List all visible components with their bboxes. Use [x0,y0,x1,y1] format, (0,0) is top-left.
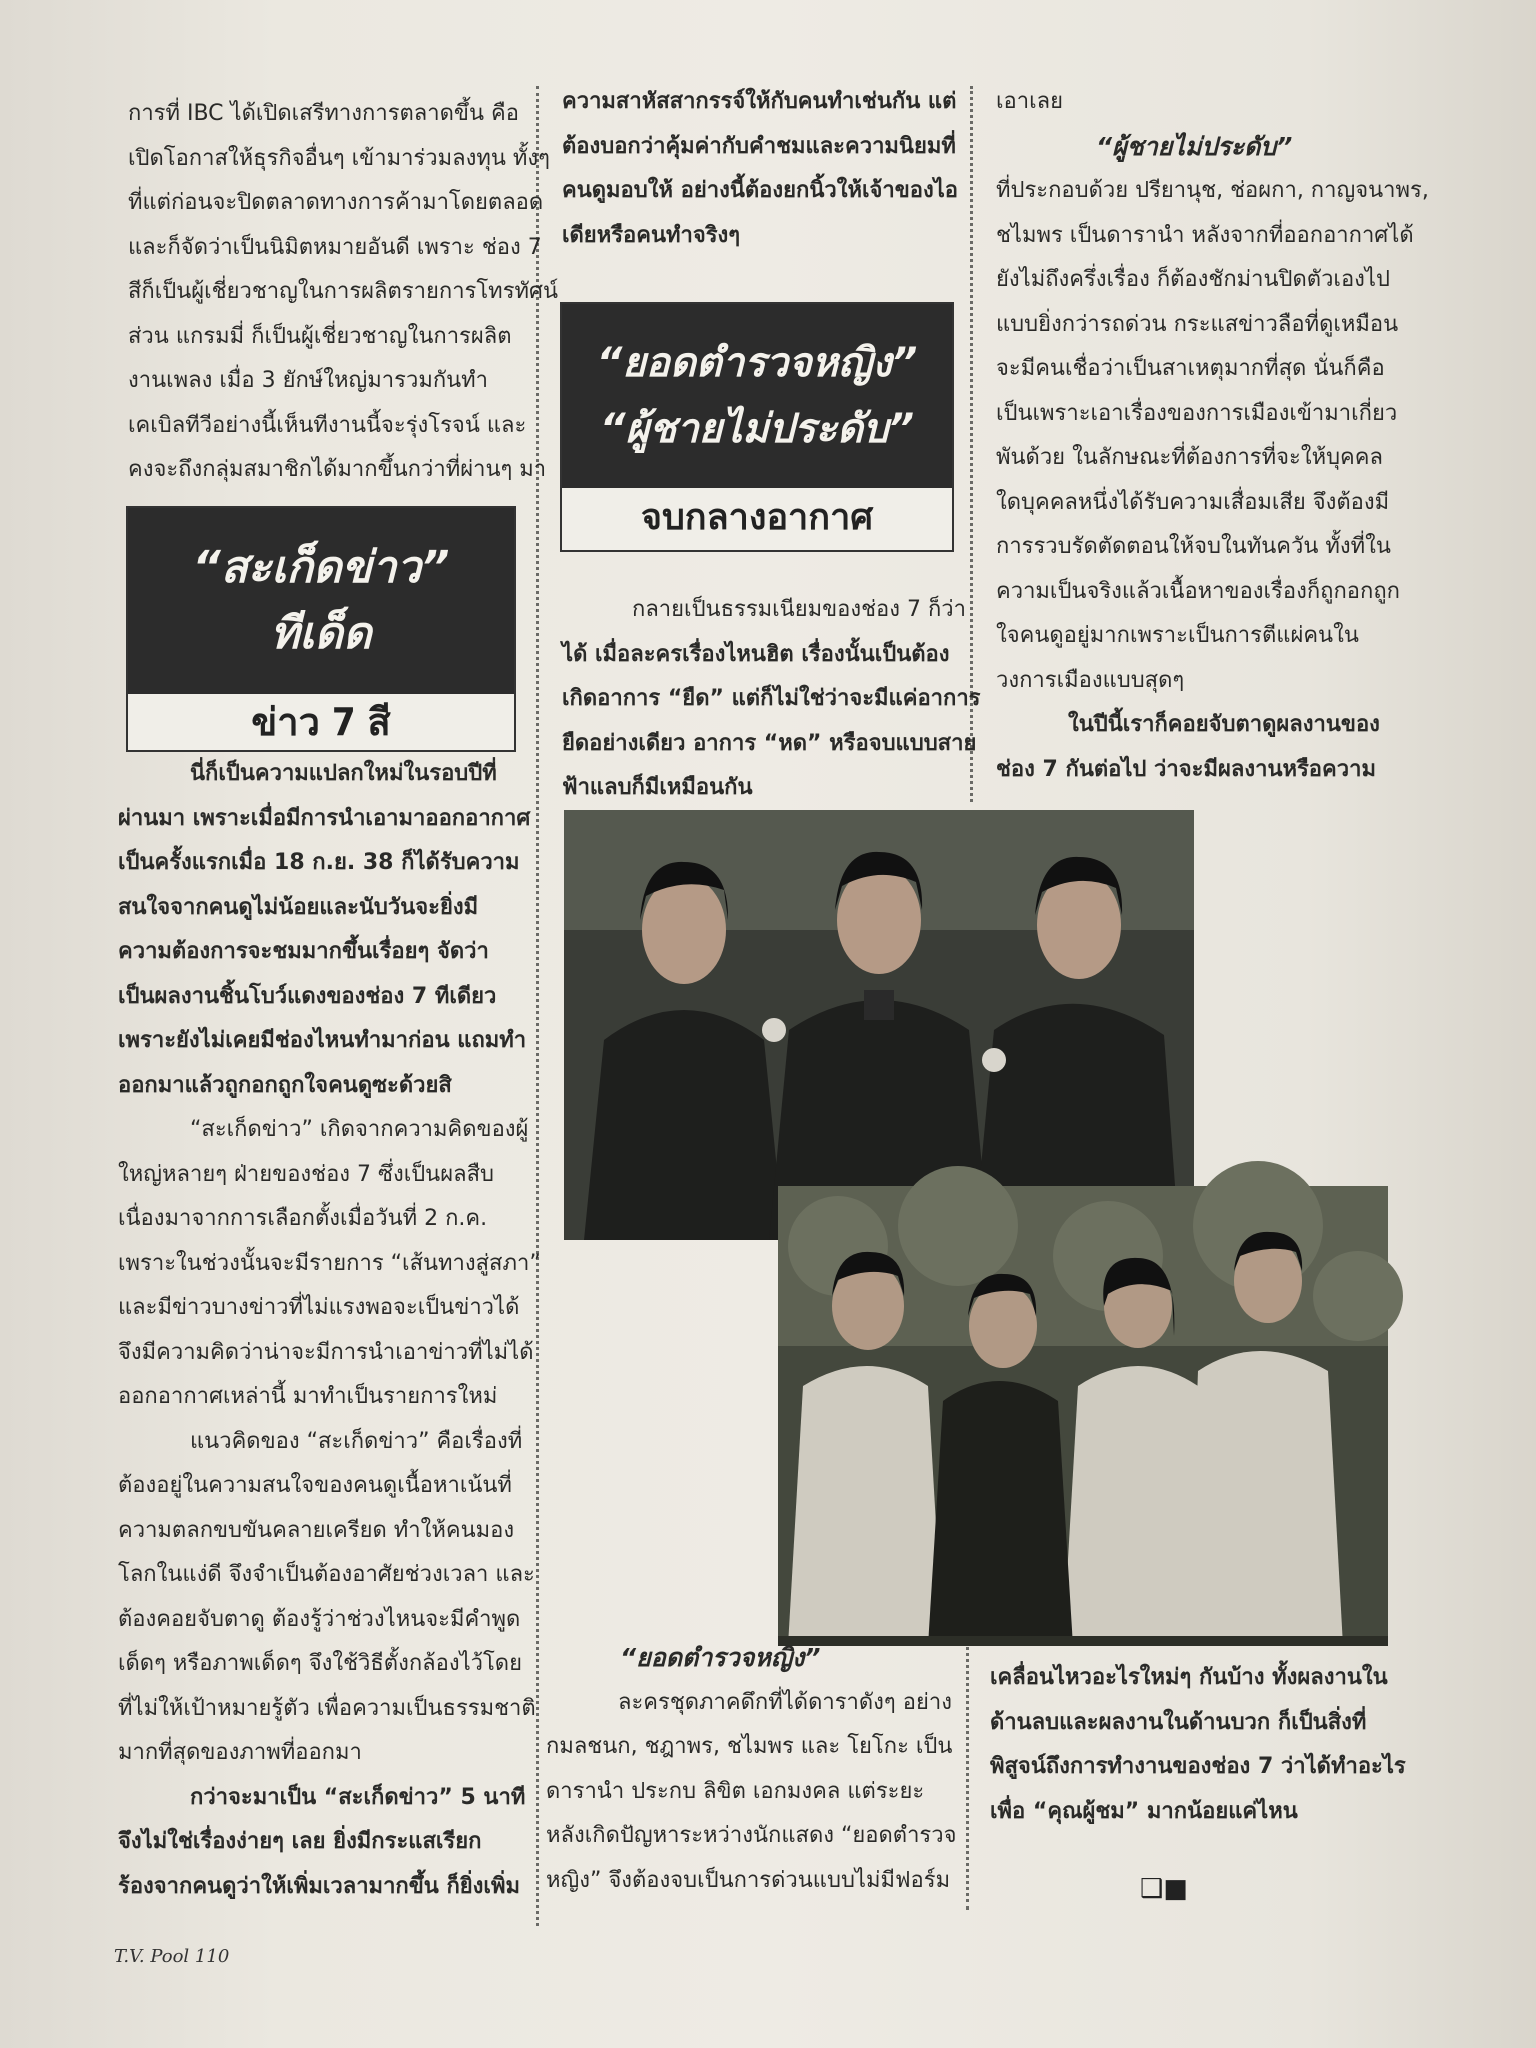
column2-mid-text [562,588,981,811]
column1-bottom-text [118,752,541,1909]
end-of-article-mark: ❑■ [1140,1874,1188,1904]
text-line: คนดูมอบให้ อย่างนี้ต้องยกนิ้วให้เจ้าของไอ [562,178,958,203]
subheading: “ผู้ชายไม่ประดับ” [1096,131,1293,161]
text-line: ชไมพร เป็นดารานำ หลังจากที่ออกอากาศได้ [996,222,1414,248]
text-line: พันด้วย ในลักษณะที่ต้องการที่จะให้บุคคล [996,445,1383,470]
text-line: งานเพลง เมื่อ 3 ยักษ์ใหญ่มารวมกันทำ [128,368,489,393]
text-line: หลังเกิดปัญหาระหว่างนักแสดง “ยอดตำรวจ [546,1823,957,1848]
text-line: เด็ดๆ หรือภาพเด็ดๆ จึงใช้วิธีตั้งกล้องไว้โดย [118,1651,522,1676]
text-line: เพื่อ “คุณผู้ชม” มากน้อยแค่ไหน [990,1798,1298,1824]
text-line: ต้องอยู่ในความสนใจของคนดูเนื้อหาเน้นที่ [118,1473,512,1498]
photo-four-actresses [778,1186,1388,1646]
heading-line: “ยอดตำรวจหญิง” [596,340,918,386]
column3-bottom-text [990,1656,1406,1834]
text-line: พิสูจน์ถึงการทำงานของช่อง 7 ว่าได้ทำอะไร [990,1754,1406,1779]
text-line: เกิดอาการ “ยืด” แต่ก็ไม่ใช่ว่าจะมีแค่อาการ [562,686,981,711]
text-line: ส่วน แกรมมี่ ก็เป็นผู้เชี่ยวชาญในการผลิต [128,323,512,349]
column3-top-text [996,80,1429,792]
paragraph [118,1108,541,1420]
text-line: ยืดอย่างเดียว อาการ “หด” หรือจบแบบสาย [562,730,977,756]
text-line: เป็นผลงานชิ้นโบว์แดงของช่อง 7 ทีเดียว [118,983,497,1009]
heading-line: “ผู้ชายไม่ประดับ” [599,406,915,452]
text-line: ใดบุคคลหนึ่งได้รับความเสื่อมเสีย จึงต้องมี [996,489,1390,515]
text-line: เคลื่อนไหวอะไรใหม่ๆ กันบ้าง ทั้งผลงานใน [990,1665,1388,1690]
text-line: เพราะในช่วงนั้นจะมีรายการ “เส้นทางสู่สภา” [118,1250,541,1276]
photo-policewomen-graphic [564,810,1194,1240]
text-line: ใหญ่หลายๆ ฝ่ายของช่อง 7 ซึ่งเป็นผลสืบ [118,1161,494,1187]
text-line: “สะเก็ดข่าว” เกิดจากความคิดของผู้ [190,1117,529,1142]
text-line: ความสาหัสสากรรจ์ให้กับคนทำเช่นกัน แต่ [562,89,957,114]
text-line: ความเป็นจริงแล้วเนื้อหาของเรื่องก็ถูกอกถูก [996,578,1400,604]
text-line: วงการเมืองแบบสุดๆ [996,667,1185,693]
paragraph [118,797,531,1109]
text-line: จึงมีความคิดว่าน่าจะมีการนำเอาข่าวที่ไม่ได้ [118,1339,534,1365]
heading-line: ทีเด็ด [270,608,372,659]
text-line: ยังไม่ถึงครึ่งเรื่อง ก็ต้องชักม่านปิดตัวเองไป [996,267,1390,292]
text-line: ด้านลบและผลงานในด้านบวก ก็เป็นสิ่งที่ [990,1709,1367,1735]
text-line: นี่ก็เป็นความแปลกใหม่ในรอบปีที่ [190,761,497,786]
column2-top-text [562,80,958,258]
text-line: หญิง” จึงต้องจบเป็นการด่วนแบบไม่มีฟอร์ม [546,1867,951,1893]
photo-policewomen [564,810,1194,1240]
text-line: เคเบิลทีวีอย่างนี้เห็นทีงานนี้จะรุ่งโรจน์ และ [128,412,527,438]
text-line: ความต้องการจะชมมากขึ้นเรื่อยๆ จัดว่า [118,939,489,964]
text-line: คงจะถึงกลุ่มสมาชิกได้มากขึ้นกว่าที่ผ่านๆ มา [128,457,547,482]
text-line: ใจคนดูอยู่มากเพราะเป็นการตีแผ่คนใน [996,623,1359,648]
text-line: ต้องบอกว่าคุ้มค่ากับคำชมและความนิยมที่ [562,133,956,159]
column1-top-text [128,92,559,493]
heading-subtitle: ข่าว 7 สี [251,700,391,744]
heading-dark-band [128,508,514,694]
text-line: ที่ประกอบด้วย ปรียานุช, ช่อผกา, กาญจนาพร, [996,178,1429,203]
text-line: แนวคิดของ “สะเก็ดข่าว” คือเรื่องที่ [190,1428,523,1454]
text-line: เดียหรือคนทำจริงๆ [562,222,741,248]
text-line: เพราะยังไม่เคยมีช่องไหนทำมาก่อน แถมทำ [118,1028,527,1053]
text-line: สนใจจากคนดูไม่น้อยและนับวันจะยิ่งมี [118,894,479,920]
heading-dark-band [562,304,952,488]
paragraph [118,752,518,797]
text-line: ออกมาแล้วถูกอกถูกใจคนดูซะด้วยสิ [118,1072,452,1098]
photo-four-actresses-graphic [778,1186,1388,1646]
text-line: จะมีคนเชื่อว่าเป็นสาเหตุมากที่สุด นั่นก็คือ [996,356,1385,381]
text-line: ในปีนี้เราก็คอยจับตาดูผลงานของ [1068,712,1380,737]
text-line: กมลชนก, ชฎาพร, ชไมพร และ โยโกะ เป็น [546,1734,953,1759]
text-line: และก็จัดว่าเป็นนิมิตหมายอันดี เพราะ ช่อง 7 [128,234,542,260]
text-line: ได้ เมื่อละครเรื่องไหนฮิต เรื่องนั้นเป็นต้อง [562,641,950,667]
text-line: ต้องคอยจับตาดู ต้องรู้ว่าช่วงไหนจะมีคำพูด [118,1606,521,1632]
text-line: เป็นเพราะเอาเรื่องของการเมืองเข้ามาเกี่ยว [996,400,1398,426]
text-line: การรวบรัดตัดตอนให้จบในทันควัน ทั้งที่ใน [996,534,1391,559]
paragraph [118,1776,526,1910]
text-line: กลายเป็นธรรมเนียมของช่อง 7 ก็ว่า [632,597,966,622]
text-line: ที่แต่ก่อนจะปิดตลาดทางการค้ามาโดยตลอด [128,190,544,215]
text-line: เอาเลย [996,89,1063,114]
column2-bottom-text [546,1636,957,1903]
text-line: เปิดโอกาสให้ธุรกิจอื่นๆ เข้ามาร่วมลงทุน ทั้งๆ [128,145,550,171]
text-line: โลกในแง่ดี จึงจำเป็นต้องอาศัยช่วงเวลา และ [118,1562,535,1587]
text-line: เป็นครั้งแรกเมื่อ 18 ก.ย. 38 ก็ได้รับความ [118,850,520,875]
text-line: ดารานำ ประกบ ลิขิต เอกมงคล แต่ระยะ [546,1778,925,1804]
text-line: สีก็เป็นผู้เชี่ยวชาญในการผลิตรายการโทรทัศน์ [128,279,559,304]
text-line: จึงไม่ใช่เรื่องง่ายๆ เลย ยิ่งมีกระแสเรียก [118,1829,482,1854]
column-divider [536,86,539,1926]
heading-subtitle: จบกลางอากาศ [640,497,874,538]
section-heading-sakedkhao [126,506,516,752]
text-line: และมีข่าวบางข่าวที่ไม่แรงพอจะเป็นข่าวได้ [118,1295,520,1320]
text-line: แบบยิ่งกว่ารถด่วน กระแสข่าวลือที่ดูเหมือน [996,311,1399,337]
text-line: ความตลกขบขันคลายเครียด ทำให้คนมอง [118,1517,515,1543]
text-line: ที่ไม่ให้เป้าหมายรู้ตัว เพื่อความเป็นธรรมชาติ [118,1695,536,1721]
text-line: ผ่านมา เพราะเมื่อมีการนำเอามาออกอากาศ [118,805,531,831]
text-line: เนื่องมาจากการเลือกตั้งเมื่อวันที่ 2 ก.ค. [118,1206,488,1231]
text-line: ละครชุดภาคดึกที่ได้ดาราดังๆ อย่าง [618,1689,952,1715]
text-line: การที่ IBC ได้เปิดเสรีทางการตลาดขึ้น คือ [128,101,519,126]
text-line: กว่าจะมาเป็น “สะเก็ดข่าว” 5 นาที [190,1784,526,1810]
page-footer: T.V. Pool 110 [114,1946,230,1967]
section-heading-yodtamruat [560,302,954,552]
subheading: “ยอดตำรวจหญิง” [620,1643,821,1672]
column-divider [966,1640,969,1910]
text-line: ร้องจากคนดูว่าให้เพิ่มเวลามากขึ้น ก็ยิ่งเพิ่ม [118,1873,520,1899]
text-line: ออกอากาศเหล่านี้ มาทำเป็นรายการใหม่ [118,1384,498,1409]
text-line: มากที่สุดของภาพที่ออกมา [118,1740,362,1765]
heading-line: “สะเก็ดข่าว” [192,542,450,593]
text-line: ช่อง 7 กันต่อไป ว่าจะมีผลงานหรือความ [996,756,1376,782]
paragraph [118,1420,536,1776]
text-line: ฟ้าแลบก็มีเหมือนกัน [562,775,753,800]
